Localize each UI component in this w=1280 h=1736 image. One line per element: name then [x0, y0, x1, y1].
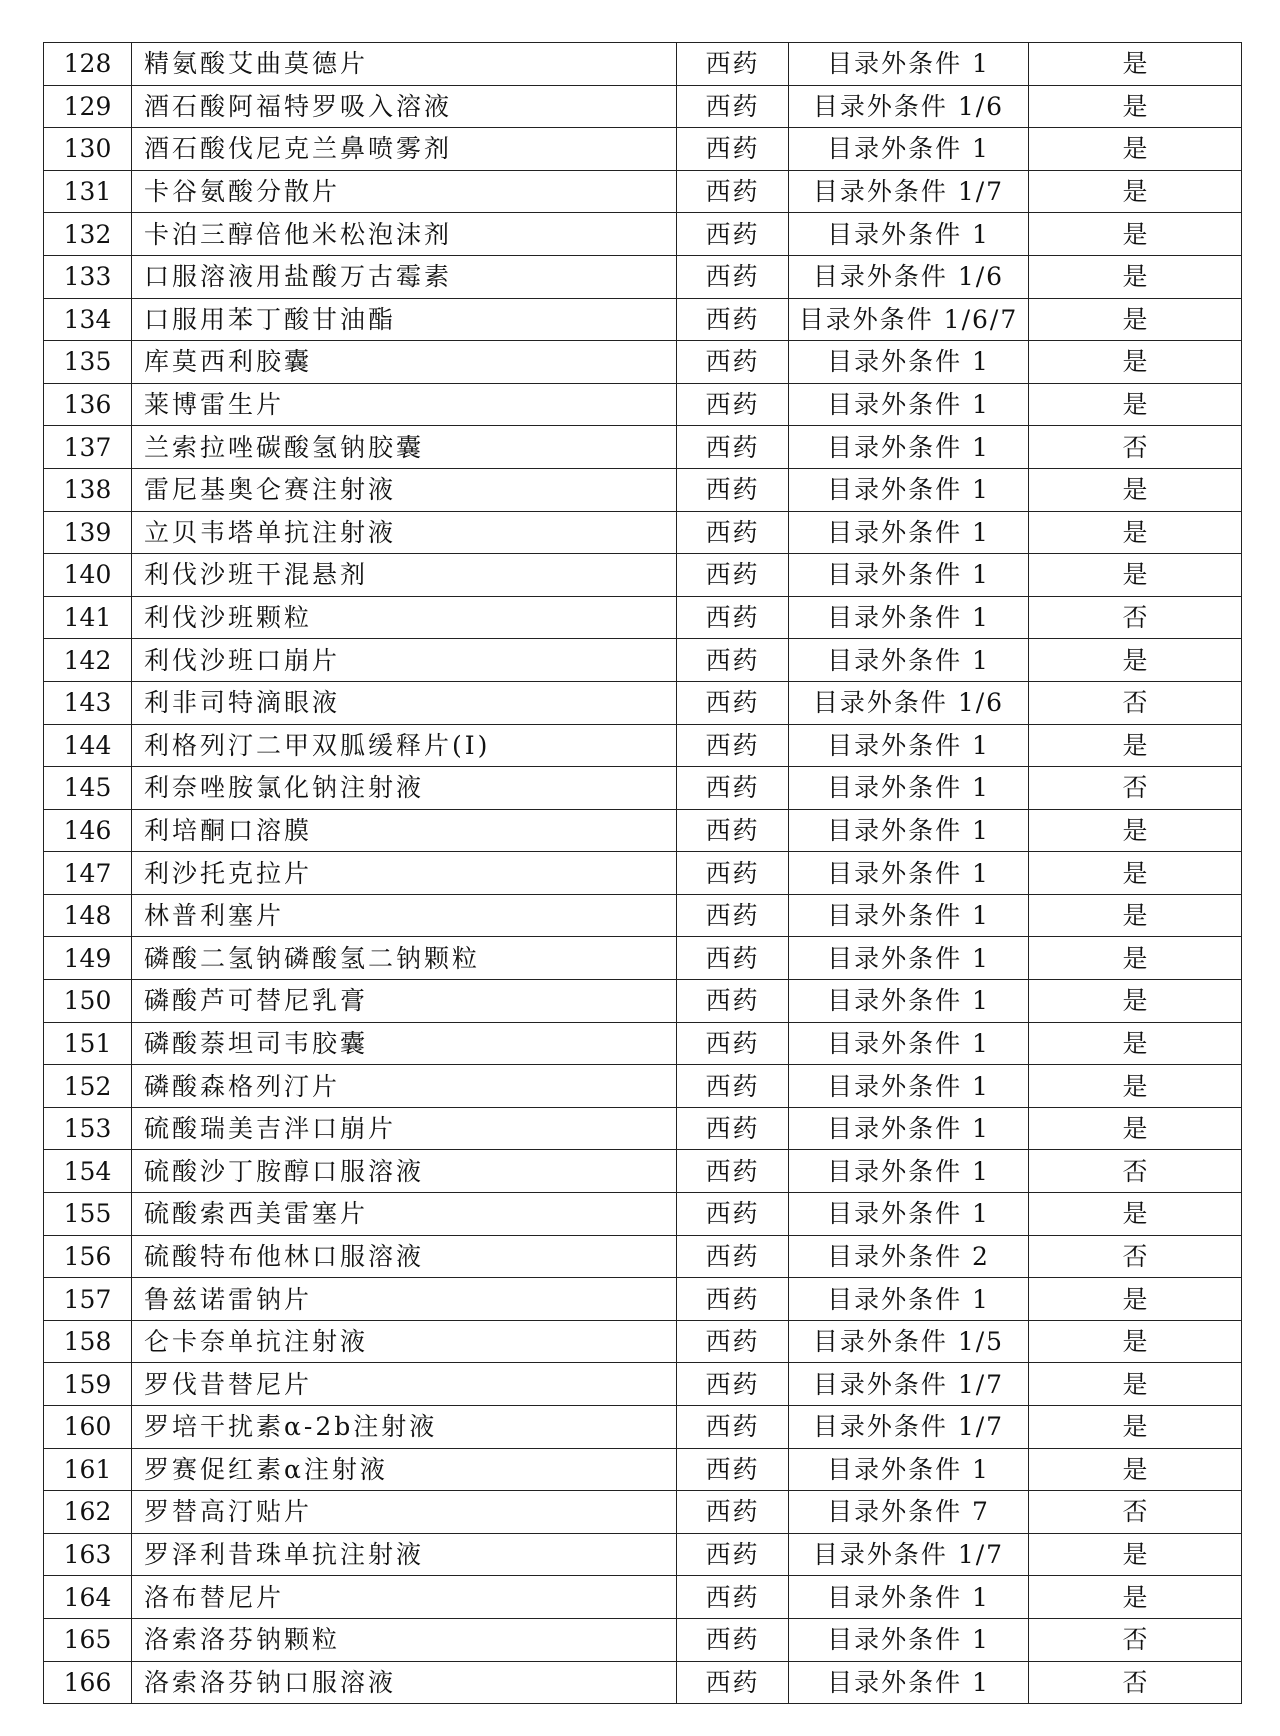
table-row	[44, 255, 1242, 298]
flag-cell: 是	[1029, 1448, 1242, 1491]
table-row	[44, 809, 1242, 852]
flag-cell: 是	[1029, 298, 1242, 341]
drug-type-cell: 西药	[677, 1363, 789, 1406]
drug-name-cell: 硫酸索西美雷塞片	[132, 1193, 677, 1236]
row-number-cell: 150	[44, 980, 132, 1023]
table-row	[44, 383, 1242, 426]
drug-type-cell: 西药	[677, 298, 789, 341]
drug-name-cell: 洛索洛芬钠颗粒	[132, 1618, 677, 1661]
drug-type-cell: 西药	[677, 426, 789, 469]
condition-cell: 目录外条件 1	[789, 1193, 1029, 1236]
row-number-cell: 151	[44, 1022, 132, 1065]
drug-name-cell: 仑卡奈单抗注射液	[132, 1320, 677, 1363]
table-row	[44, 767, 1242, 810]
drug-type-cell: 西药	[677, 767, 789, 810]
table-row	[44, 1618, 1242, 1661]
flag-cell: 否	[1029, 1150, 1242, 1193]
drug-type-cell: 西药	[677, 43, 789, 86]
table-row	[44, 1235, 1242, 1278]
condition-cell: 目录外条件 1/6/7	[789, 298, 1029, 341]
drug-name-cell: 利非司特滴眼液	[132, 681, 677, 724]
drug-type-cell: 西药	[677, 639, 789, 682]
drug-list-table	[43, 42, 1242, 1704]
flag-cell: 是	[1029, 894, 1242, 937]
drug-name-cell: 磷酸芦可替尼乳膏	[132, 980, 677, 1023]
drug-type-cell: 西药	[677, 1235, 789, 1278]
drug-name-cell: 库莫西利胶囊	[132, 341, 677, 384]
table-row	[44, 298, 1242, 341]
condition-cell: 目录外条件 1	[789, 1618, 1029, 1661]
condition-cell: 目录外条件 1	[789, 1065, 1029, 1108]
flag-cell: 是	[1029, 213, 1242, 256]
row-number-cell: 132	[44, 213, 132, 256]
drug-name-cell: 硫酸沙丁胺醇口服溶液	[132, 1150, 677, 1193]
drug-name-cell: 立贝韦塔单抗注射液	[132, 511, 677, 554]
flag-cell: 是	[1029, 170, 1242, 213]
flag-cell: 否	[1029, 681, 1242, 724]
flag-cell: 是	[1029, 1107, 1242, 1150]
drug-type-cell: 西药	[677, 596, 789, 639]
row-number-cell: 140	[44, 554, 132, 597]
row-number-cell: 156	[44, 1235, 132, 1278]
table-row	[44, 1022, 1242, 1065]
drug-name-cell: 酒石酸阿福特罗吸入溶液	[132, 85, 677, 128]
table-row	[44, 554, 1242, 597]
drug-type-cell: 西药	[677, 937, 789, 980]
condition-cell: 目录外条件 1	[789, 1448, 1029, 1491]
drug-name-cell: 利沙托克拉片	[132, 852, 677, 895]
table-row	[44, 1533, 1242, 1576]
drug-name-cell: 鲁兹诺雷钠片	[132, 1278, 677, 1321]
table-row	[44, 681, 1242, 724]
table-row	[44, 1150, 1242, 1193]
condition-cell: 目录外条件 1	[789, 511, 1029, 554]
table-row	[44, 170, 1242, 213]
table-row	[44, 43, 1242, 86]
condition-cell: 目录外条件 1	[789, 43, 1029, 86]
flag-cell: 是	[1029, 1533, 1242, 1576]
table-row	[44, 1576, 1242, 1619]
drug-type-cell: 西药	[677, 1065, 789, 1108]
condition-cell: 目录外条件 1/7	[789, 1533, 1029, 1576]
drug-type-cell: 西药	[677, 170, 789, 213]
drug-type-cell: 西药	[677, 681, 789, 724]
condition-cell: 目录外条件 1/7	[789, 1406, 1029, 1449]
condition-cell: 目录外条件 1/5	[789, 1320, 1029, 1363]
drug-name-cell: 利伐沙班干混悬剂	[132, 554, 677, 597]
drug-type-cell: 西药	[677, 894, 789, 937]
table-row	[44, 1193, 1242, 1236]
table-row	[44, 1448, 1242, 1491]
flag-cell: 是	[1029, 85, 1242, 128]
drug-name-cell: 利培酮口溶膜	[132, 809, 677, 852]
condition-cell: 目录外条件 1	[789, 724, 1029, 767]
drug-list-body	[44, 43, 1242, 1704]
condition-cell: 目录外条件 1	[789, 1150, 1029, 1193]
drug-name-cell: 硫酸特布他林口服溶液	[132, 1235, 677, 1278]
table-row	[44, 1363, 1242, 1406]
drug-type-cell: 西药	[677, 1576, 789, 1619]
condition-cell: 目录外条件 1/6	[789, 255, 1029, 298]
row-number-cell: 136	[44, 383, 132, 426]
drug-type-cell: 西药	[677, 468, 789, 511]
flag-cell: 是	[1029, 255, 1242, 298]
drug-name-cell: 雷尼基奥仑赛注射液	[132, 468, 677, 511]
condition-cell: 目录外条件 2	[789, 1235, 1029, 1278]
row-number-cell: 145	[44, 767, 132, 810]
row-number-cell: 160	[44, 1406, 132, 1449]
table-row	[44, 596, 1242, 639]
table-row	[44, 1661, 1242, 1704]
row-number-cell: 147	[44, 852, 132, 895]
table-row	[44, 937, 1242, 980]
condition-cell: 目录外条件 1	[789, 980, 1029, 1023]
condition-cell: 目录外条件 1	[789, 213, 1029, 256]
row-number-cell: 139	[44, 511, 132, 554]
table-row	[44, 426, 1242, 469]
flag-cell: 是	[1029, 1576, 1242, 1619]
drug-name-cell: 利格列汀二甲双胍缓释片(I)	[132, 724, 677, 767]
flag-cell: 是	[1029, 809, 1242, 852]
drug-type-cell: 西药	[677, 511, 789, 554]
flag-cell: 是	[1029, 724, 1242, 767]
drug-type-cell: 西药	[677, 341, 789, 384]
row-number-cell: 154	[44, 1150, 132, 1193]
condition-cell: 目录外条件 1	[789, 937, 1029, 980]
drug-name-cell: 卡谷氨酸分散片	[132, 170, 677, 213]
row-number-cell: 165	[44, 1618, 132, 1661]
row-number-cell: 134	[44, 298, 132, 341]
drug-type-cell: 西药	[677, 1491, 789, 1534]
drug-name-cell: 酒石酸伐尼克兰鼻喷雾剂	[132, 128, 677, 171]
table-row	[44, 724, 1242, 767]
condition-cell: 目录外条件 1	[789, 767, 1029, 810]
table-row	[44, 852, 1242, 895]
condition-cell: 目录外条件 1	[789, 1661, 1029, 1704]
row-number-cell: 153	[44, 1107, 132, 1150]
drug-name-cell: 罗赛促红素α注射液	[132, 1448, 677, 1491]
condition-cell: 目录外条件 1	[789, 894, 1029, 937]
drug-name-cell: 口服溶液用盐酸万古霉素	[132, 255, 677, 298]
flag-cell: 否	[1029, 1618, 1242, 1661]
table-row	[44, 1406, 1242, 1449]
table-row	[44, 1320, 1242, 1363]
flag-cell: 是	[1029, 1022, 1242, 1065]
table-row	[44, 1107, 1242, 1150]
flag-cell: 是	[1029, 1278, 1242, 1321]
condition-cell: 目录外条件 1	[789, 809, 1029, 852]
flag-cell: 是	[1029, 383, 1242, 426]
row-number-cell: 146	[44, 809, 132, 852]
condition-cell: 目录外条件 1/7	[789, 1363, 1029, 1406]
condition-cell: 目录外条件 1	[789, 468, 1029, 511]
condition-cell: 目录外条件 7	[789, 1491, 1029, 1534]
row-number-cell: 143	[44, 681, 132, 724]
row-number-cell: 161	[44, 1448, 132, 1491]
drug-name-cell: 林普利塞片	[132, 894, 677, 937]
drug-name-cell: 口服用苯丁酸甘油酯	[132, 298, 677, 341]
drug-name-cell: 罗伐昔替尼片	[132, 1363, 677, 1406]
condition-cell: 目录外条件 1	[789, 1022, 1029, 1065]
drug-type-cell: 西药	[677, 554, 789, 597]
row-number-cell: 141	[44, 596, 132, 639]
row-number-cell: 158	[44, 1320, 132, 1363]
row-number-cell: 148	[44, 894, 132, 937]
table-row	[44, 468, 1242, 511]
condition-cell: 目录外条件 1	[789, 426, 1029, 469]
drug-name-cell: 磷酸萘坦司韦胶囊	[132, 1022, 677, 1065]
row-number-cell: 130	[44, 128, 132, 171]
row-number-cell: 162	[44, 1491, 132, 1534]
flag-cell: 是	[1029, 639, 1242, 682]
drug-name-cell: 硫酸瑞美吉泮口崩片	[132, 1107, 677, 1150]
condition-cell: 目录外条件 1	[789, 128, 1029, 171]
condition-cell: 目录外条件 1	[789, 852, 1029, 895]
drug-type-cell: 西药	[677, 1150, 789, 1193]
table-row	[44, 85, 1242, 128]
drug-type-cell: 西药	[677, 128, 789, 171]
table-row	[44, 341, 1242, 384]
drug-type-cell: 西药	[677, 1278, 789, 1321]
drug-name-cell: 罗泽利昔珠单抗注射液	[132, 1533, 677, 1576]
drug-type-cell: 西药	[677, 1406, 789, 1449]
drug-name-cell: 罗培干扰素α-2b注射液	[132, 1406, 677, 1449]
row-number-cell: 138	[44, 468, 132, 511]
drug-type-cell: 西药	[677, 1618, 789, 1661]
row-number-cell: 152	[44, 1065, 132, 1108]
table-row	[44, 1278, 1242, 1321]
table-row	[44, 1491, 1242, 1534]
flag-cell: 是	[1029, 468, 1242, 511]
flag-cell: 是	[1029, 937, 1242, 980]
flag-cell: 否	[1029, 596, 1242, 639]
drug-name-cell: 兰索拉唑碳酸氢钠胶囊	[132, 426, 677, 469]
drug-name-cell: 磷酸森格列汀片	[132, 1065, 677, 1108]
drug-name-cell: 卡泊三醇倍他米松泡沫剂	[132, 213, 677, 256]
drug-type-cell: 西药	[677, 980, 789, 1023]
flag-cell: 是	[1029, 1406, 1242, 1449]
condition-cell: 目录外条件 1	[789, 596, 1029, 639]
drug-type-cell: 西药	[677, 1448, 789, 1491]
table-row	[44, 511, 1242, 554]
flag-cell: 是	[1029, 1065, 1242, 1108]
table-row	[44, 639, 1242, 682]
flag-cell: 是	[1029, 980, 1242, 1023]
condition-cell: 目录外条件 1	[789, 383, 1029, 426]
flag-cell: 否	[1029, 426, 1242, 469]
flag-cell: 是	[1029, 1363, 1242, 1406]
flag-cell: 是	[1029, 128, 1242, 171]
drug-type-cell: 西药	[677, 724, 789, 767]
row-number-cell: 155	[44, 1193, 132, 1236]
row-number-cell: 137	[44, 426, 132, 469]
condition-cell: 目录外条件 1/7	[789, 170, 1029, 213]
flag-cell: 是	[1029, 554, 1242, 597]
flag-cell: 是	[1029, 43, 1242, 86]
row-number-cell: 163	[44, 1533, 132, 1576]
drug-type-cell: 西药	[677, 85, 789, 128]
flag-cell: 是	[1029, 511, 1242, 554]
drug-name-cell: 罗替高汀贴片	[132, 1491, 677, 1534]
flag-cell: 是	[1029, 1193, 1242, 1236]
table-row	[44, 213, 1242, 256]
drug-name-cell: 利伐沙班口崩片	[132, 639, 677, 682]
row-number-cell: 157	[44, 1278, 132, 1321]
row-number-cell: 166	[44, 1661, 132, 1704]
row-number-cell: 142	[44, 639, 132, 682]
flag-cell: 是	[1029, 341, 1242, 384]
drug-type-cell: 西药	[677, 1320, 789, 1363]
row-number-cell: 144	[44, 724, 132, 767]
table-row	[44, 980, 1242, 1023]
drug-type-cell: 西药	[677, 255, 789, 298]
drug-type-cell: 西药	[677, 1107, 789, 1150]
table-row	[44, 1065, 1242, 1108]
flag-cell: 否	[1029, 1235, 1242, 1278]
condition-cell: 目录外条件 1/6	[789, 85, 1029, 128]
condition-cell: 目录外条件 1	[789, 639, 1029, 682]
row-number-cell: 164	[44, 1576, 132, 1619]
condition-cell: 目录外条件 1	[789, 1278, 1029, 1321]
drug-name-cell: 洛布替尼片	[132, 1576, 677, 1619]
condition-cell: 目录外条件 1	[789, 341, 1029, 384]
row-number-cell: 149	[44, 937, 132, 980]
drug-name-cell: 精氨酸艾曲莫德片	[132, 43, 677, 86]
table-row	[44, 894, 1242, 937]
condition-cell: 目录外条件 1	[789, 1107, 1029, 1150]
drug-type-cell: 西药	[677, 213, 789, 256]
drug-type-cell: 西药	[677, 1661, 789, 1704]
condition-cell: 目录外条件 1	[789, 554, 1029, 597]
drug-type-cell: 西药	[677, 1022, 789, 1065]
drug-name-cell: 利伐沙班颗粒	[132, 596, 677, 639]
row-number-cell: 128	[44, 43, 132, 86]
drug-name-cell: 莱博雷生片	[132, 383, 677, 426]
drug-type-cell: 西药	[677, 1193, 789, 1236]
condition-cell: 目录外条件 1/6	[789, 681, 1029, 724]
row-number-cell: 129	[44, 85, 132, 128]
drug-name-cell: 磷酸二氢钠磷酸氢二钠颗粒	[132, 937, 677, 980]
table-row	[44, 128, 1242, 171]
drug-name-cell: 洛索洛芬钠口服溶液	[132, 1661, 677, 1704]
row-number-cell: 159	[44, 1363, 132, 1406]
drug-type-cell: 西药	[677, 1533, 789, 1576]
drug-type-cell: 西药	[677, 852, 789, 895]
drug-type-cell: 西药	[677, 383, 789, 426]
condition-cell: 目录外条件 1	[789, 1576, 1029, 1619]
flag-cell: 否	[1029, 767, 1242, 810]
drug-name-cell: 利奈唑胺氯化钠注射液	[132, 767, 677, 810]
flag-cell: 否	[1029, 1491, 1242, 1534]
row-number-cell: 135	[44, 341, 132, 384]
row-number-cell: 133	[44, 255, 132, 298]
flag-cell: 否	[1029, 1661, 1242, 1704]
flag-cell: 是	[1029, 852, 1242, 895]
flag-cell: 是	[1029, 1320, 1242, 1363]
row-number-cell: 131	[44, 170, 132, 213]
drug-type-cell: 西药	[677, 809, 789, 852]
